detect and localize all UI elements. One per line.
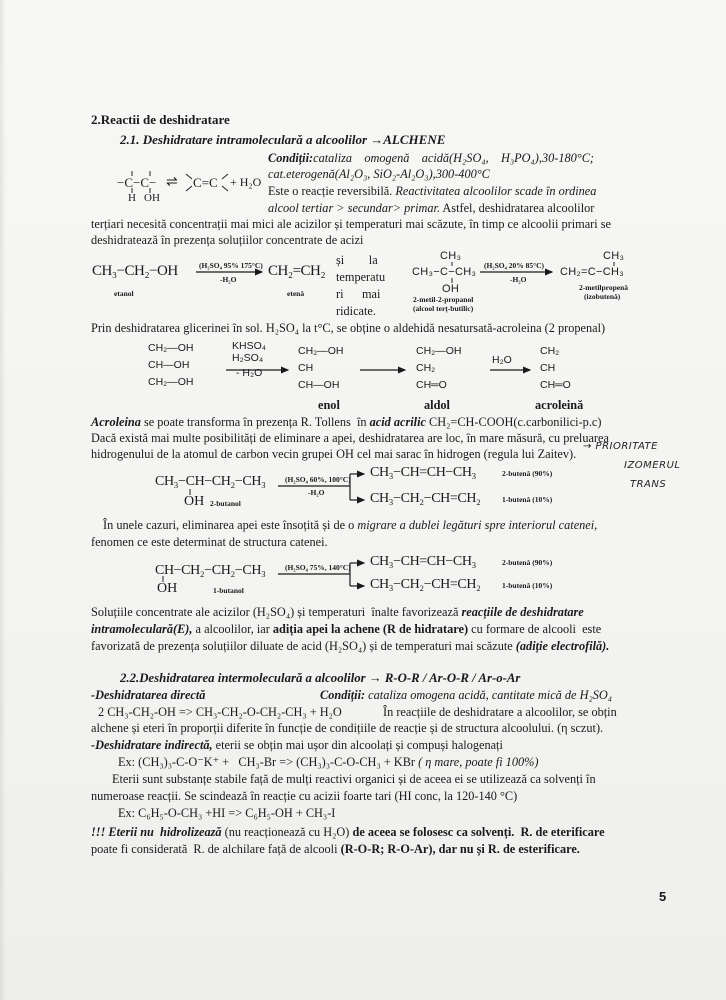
1-butene-name-b: 1-butenă (10%) — [502, 581, 553, 590]
paragraph-line: alchene și eteri în proporții diferite în funcție de condițiile de reacție și de structura alcoolului. (η sczut). — [91, 721, 604, 735]
1-butene-name: 1-butenă (10%) — [502, 495, 553, 504]
2-butanol-conditions: (H₂SO₄ 60%, 100°C) — [285, 475, 351, 484]
conclusion-hydration: adiția apei la achene (R de hidratare) — [272, 622, 469, 636]
isobutene-ch3: CH₃ — [603, 250, 625, 262]
mid-text-1: și la — [336, 253, 378, 267]
reversible-text: Este o reacție reversibilă. — [268, 184, 396, 198]
final-note-bold-2: de aceea se folosesc ca solvenți. R. de eterificare — [352, 825, 605, 839]
tbutanol-ch3: CH₃ — [440, 250, 462, 262]
mid-text-4: ridicate. — [336, 304, 376, 318]
isobutene-formula: CH₂=C−CH₃ — [560, 266, 625, 278]
ether-equation: 2 CH₃-CH₂-OH => CH₃-CH₂-O-CH₂-CH₃ + H₂O — [98, 705, 342, 719]
scheme-product: C=C — [193, 175, 218, 190]
conclusion-bold: reacțiile de deshidratare — [461, 605, 584, 619]
label-acroleina: acroleină — [535, 398, 584, 412]
mid-text-3: ri mai — [336, 287, 381, 301]
paragraph-line: terțiari necesită concentrații mai mici ale acizilor și temperaturi mai scăzute, în timp ce alcoolii primari se — [91, 217, 612, 231]
paragraph-line: Eterii sunt substanțe stabile față de mulți reactivi organici și de aceea ei se utilizează ca solvenți în — [112, 772, 596, 786]
ethanol-name: etanol — [114, 289, 134, 298]
reactivity-text: Reactivitatea alcoolilor scade în ordinea — [395, 184, 597, 198]
1-butene-formula-b: CH₃−CH₂−CH=CH₂ — [370, 577, 481, 592]
tbutanol-oh: OH — [442, 283, 460, 295]
label-aldol: aldol — [424, 398, 450, 412]
scheme-reactant: −C−C− — [117, 175, 157, 190]
final-note-bold-3: (R-O-R; R-O-Ar), dar nu și R. de esterificare. — [340, 842, 580, 856]
acrolein-structure: CH₂ CH CH═O — [540, 345, 571, 391]
paragraph-line: fenomen ce este determinat de structura catenei. — [91, 535, 328, 549]
isobutene-name: 2-metilpropenă — [579, 283, 629, 292]
glycerine-structure: CH₂—OH CH—OH CH₂—OH — [148, 342, 194, 388]
enol-structure: CH₂—OH CH CH—OH — [298, 345, 344, 391]
glycerine-intro: Prin deshidratarea glicerinei în sol. H₂SO₄ la t°C, se obține o aldehidă nesatursată-acroleina (2 propenal) — [91, 321, 606, 335]
2-butene-formula-b: CH₃−CH=CH−CH₃ — [370, 554, 477, 569]
paragraph-line: numeroase reacții. Se scindează în reacție cu acizii foarte tari (HI conc, la 120-140 °C) — [91, 789, 518, 803]
ether-equation-text: În reacțiile de deshidratare a alcoolilor, se obțin — [383, 705, 617, 719]
1-butanol-name: 1-butanol — [213, 586, 244, 595]
zaitev-rule: hidrogenului de la atomul de carbon vecin grupei OH cel mai sarac în hidrogen (regula lui Zaitev). — [91, 447, 577, 461]
scheme-oh: OH — [144, 192, 160, 204]
scheme-water: + H₂O — [230, 175, 262, 189]
2-butanol-oh: OH — [184, 494, 205, 509]
ethene-formula: CH₂=CH₂ — [268, 263, 326, 279]
conditions-label: Condiții: — [268, 151, 314, 165]
hi-cleavage-equation: Ex: C₆H₅-O-CH₃ +HI => C₆H₅-OH + CH₃-I — [118, 806, 336, 820]
acid-acrilic-formula: CH₂=CH-COOH(c.carbonilici-p.c) — [425, 415, 602, 429]
conclusion-text: Soluțiile concentrate ale acizilor (H₂SO₄) și temperaturi înalte favorizează — [91, 605, 462, 619]
indirect-dehydration-label: -Deshidratare indirectă, — [91, 738, 213, 752]
handwritten-note-3: TRANS — [630, 479, 667, 490]
conditions-text-3: cataliza omogena acidă, cantitate mică de H₂SO₄ — [365, 688, 613, 702]
ethene-name: etenă — [287, 289, 305, 298]
migration-text: În unele cazuri, eliminarea apei este însoțită și de o — [103, 518, 358, 532]
2-butanol-name: 2-butanol — [210, 499, 241, 508]
2-butene-name: 2-butenă (90%) — [502, 469, 553, 478]
handwritten-note-2: IZOMERUL — [624, 460, 681, 471]
electrophilic-addition: (adiție electrofilă). — [515, 639, 610, 653]
acroleina-word: Acroleina — [91, 415, 141, 429]
2-butene-formula: CH₃−CH=CH−CH₃ — [370, 465, 477, 480]
reaction1-water: -H₂O — [220, 275, 237, 284]
subsection-2-2-heading: 2.2.Deshidratarea intermoleculară a alcoolilor → R-O-R / Ar-O-R / Ar-o-Ar — [120, 671, 521, 685]
conclusion-intramol: intramoleculară(E), — [91, 622, 193, 636]
acid-acrilic: acid acrilic — [369, 415, 426, 429]
section-heading: 2.Reactii de deshidratare — [91, 112, 230, 127]
aldol-water: H₂O — [492, 354, 512, 366]
line4-text: Astfel, deshidratarea alcoolilor — [440, 201, 595, 215]
page-number: 5 — [659, 889, 667, 904]
reaction2-water: -H₂O — [510, 275, 527, 284]
2-butanol-water: -H₂O — [308, 488, 325, 497]
conditions-label-2: Condiții: — [320, 688, 366, 702]
direct-dehydration-label: -Deshidratarea directă — [91, 688, 206, 702]
isobutene-name-2: (izobutenă) — [584, 292, 621, 301]
alcohol-order: alcool tertiar > secundar> primar. — [268, 201, 441, 215]
2-butene-name-b: 2-butenă (90%) — [502, 558, 553, 567]
tbutanol-formula: CH₃−C−CH₃ — [412, 266, 477, 278]
handwritten-note-1: → PRIORITATE — [583, 441, 658, 452]
1-butanol-formula: CH−CH₂−CH₂−CH₃ — [155, 563, 266, 578]
aldol-structure: CH₂—OH CH₂ CH═O — [416, 345, 462, 391]
1-butene-formula: CH₃−CH₂−CH=CH₂ — [370, 491, 481, 506]
2-butanol-formula: CH₃−CH−CH₂−CH₃ — [155, 474, 266, 489]
1-butanol-oh: OH — [157, 581, 178, 596]
paragraph-line: deshidratează în prezența soluțiilor concentrate de acizi — [91, 233, 364, 247]
scheme-h: H — [128, 192, 136, 204]
williamson-equation: Ex: (CH₃)₃-C-O⁻K⁺ + CH₃-Br => (CH₃)₃-C-O-CH₃ + KBr — [118, 755, 415, 769]
label-enol: enol — [318, 398, 340, 412]
1-butanol-conditions: (H₂SO₄ 75%, 140°C) — [285, 563, 351, 572]
acroleina-text: se poate transforma în prezența R. Tollens în — [140, 415, 370, 429]
tbutanol-name-2: (alcool terț-butilic) — [413, 304, 474, 313]
reaction2-conditions: (H₂SO₄ 20% 85°C) — [484, 261, 544, 270]
migration-italic: migrare a dublei legături spre interiorul catenei, — [357, 518, 598, 532]
yield-note: ( η mare, poate fi 100%) — [415, 755, 539, 769]
conditions-text-2: cat.eterogenă(Al₂O₃, SiO₂-Al₂O₃),300-400°C — [268, 167, 490, 181]
ethanol-formula: CH₃−CH₂−OH — [92, 263, 178, 279]
conditions-text-1: cataliza omogenă acidă(H₂SO₄, H₃PO₄),30-180°C; — [313, 151, 595, 165]
mid-text-2: temperatu — [336, 270, 386, 284]
document-page: 2.Reactii de deshidratare 2.1. Deshidratare intramoleculară a alcoolilor →ALCHENE −C−C− H OH ⇌ C=C + H₂O Condiții:cataliza omogenă acidă(H₂SO₄, H₃PO₄),30-180°C; cat.eterogenă(Al₂O₃, SiO₂-Al₂O₃),300-400°C Este o reacție reversibilă. Reactivitatea alcoolilor scade în ordinea alcool tertiar > secundar> primar. Astfel, deshidratarea alcoolilor terțiari necesită concentrații mai mici ale acizilor și temperaturi mai scăzute, în timp ce alcoolii primari se deshidratează în prezența soluțiilor concentrate de acizi CH₃−CH₂−OH etanol (H₂SO₄ 95% 175°C) -H₂O CH₂=CH₂ etenă și la temperatu ri mai ridicate. CH₃ CH₃−C−CH₃ OH 2-metil-2-propanol (alcool terț-butilic) (H₂SO₄ 20% 85°C) -H₂O CH₃ CH₂=C−CH₃ 2-metilpropenă (izobutenă) Prin deshidratarea glicerinei în sol. H₂SO₄ la t°C, se obține o aldehidă nesatursată-acroleina (2 propenal) CH₂—OH CH—OH CH₂—OH KHSO₄ H₂SO₄ - H₂O CH₂—OH CH CH—OH CH₂—OH CH₂ CH═O H₂O CH₂ CH CH═O enol aldol acroleină Acroleina se poate transforma în prezența R. Tollens în acid acrilic CH₂=CH-COOH(c.carbonilici-p.c) Dacă există mai multe posibilități de eliminare a apei, deshidratarea are loc, în mare măsură, cu preluarea hidrogenului de la atomul de carbon vecin grupei OH cel mai sarac în hidrogen (regula lui Zaitev). → PRIORITATE IZOMERUL TRANS CH₃−CH−CH₂−CH₃ OH 2-butanol (H₂SO₄ 60%, 100°C) -H₂O CH₃−CH=CH−CH₃ 2-butenă (90%) CH₃−CH₂−CH=CH₂ 1-butenă (10%) În unele cazuri, eliminarea apei este însoțită și de o migrare a dublei legături spre interiorul catenei, fenomen ce este determinat de structura catenei. CH−CH₂−CH₂−CH₃ OH 1-butanol (H₂SO₄ 75%, 140°C) CH₃−CH=CH−CH₃ 2-butenă (90%) CH₃−CH₂−CH=CH₂ 1-butenă (10%) Soluțiile concentrate ale acizilor (H₂SO₄) și temperaturi înalte favorizează reacțiile de deshidratare intramoleculară(E), a alcoolilor, iar adiția apei la achene (R de hidratare) cu formare de alcooli este favorizată de prezența soluțiilor diluate de acid (H₂SO₄) și de temperaturi mai scăzute (adiție electrofilă). 2.2.Deshidratarea intermoleculară a alcoolilor → R-O-R / Ar-O-R / Ar-o-Ar -Deshidratarea directă Condiții: cataliza omogena acidă, cantitate mică de H₂SO₄ 2 CH₃-CH₂-OH => CH₃-CH₂-O-CH₂-CH₃ + H₂O În reacțiile de deshidratare a alcoolilor, se obțin alchene și eteri în proporții diferite în funcție de condițiile de reacție și de structura alcoolului. (η sczut). -Deshidratare indirectă, eterii se obțin mai ușor din alcoolați și compuși halogenați Ex: (CH₃)₃-C-O⁻K⁺ + CH₃-Br => (CH₃)₃-C-O-CH₃ + KBr ( η mare, poate fi 100%) Eterii sunt substanțe stabile față de mulți reactivi organici și de aceea ei se utilizează ca solvenți în numeroase reacții. Se scindează în reacție cu acizii foarte tari (HI conc, la 120-140 °C) Ex: C₆H₅-O-CH₃ +HI => C₆H₅-OH + CH₃-I !!! Eterii nu hidrolizează (nu reacționează cu H₂O) de aceea se folosesc ca solvenți. R. de eterificare poate fi considerată R. de alchilare față de alcooli (R-O-R; R-O-Ar), dar nu și R. de esterificare. 5 — [0, 0, 726, 1000]
glycerine-reagents: KHSO₄ H₂SO₄ - H₂O — [232, 340, 267, 379]
subsection-heading: 2.1. Deshidratare intramoleculară a alcoolilor →ALCHENE — [120, 132, 446, 147]
scheme-equilibrium: ⇌ — [166, 175, 178, 190]
paragraph-line: Dacă există mai multe posibilități de eliminare a apei, deshidratarea are loc, în mare măsură, cu preluarea — [91, 431, 609, 445]
tbutanol-name: 2-metil-2-propanol — [413, 295, 474, 304]
final-note-bold: !!! Eterii nu hidrolizează — [91, 825, 222, 839]
reaction1-conditions: (H₂SO₄ 95% 175°C) — [199, 261, 263, 270]
